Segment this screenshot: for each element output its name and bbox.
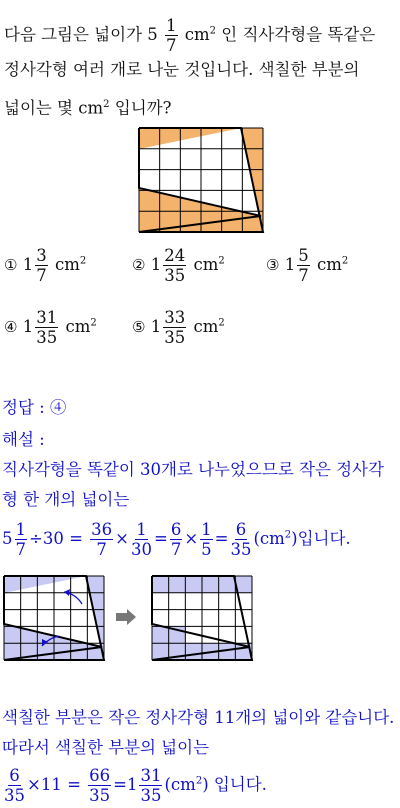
choice-whole: 1 (284, 255, 296, 274)
calc-fraction (90, 520, 113, 559)
question-text: 다음 그림은 넓이가 5 (4, 25, 158, 44)
unit: cm (184, 25, 210, 44)
choice-marker: ③ (266, 256, 280, 274)
choice-5[interactable] (132, 308, 225, 347)
fraction-denominator: 5 (201, 540, 212, 559)
unit: cm (78, 98, 104, 118)
fraction-denominator: 7 (36, 266, 47, 285)
fraction-numerator: 66 (89, 766, 111, 785)
calc-fraction (230, 520, 251, 559)
fraction-denominator: 35 (36, 328, 58, 347)
fraction-denominator: 35 (4, 786, 25, 805)
unit: cm (54, 255, 80, 274)
choice-fraction (163, 308, 186, 347)
calc-equation (2, 520, 351, 559)
explanation-figure-after (152, 576, 252, 660)
fraction-numerator: 6 (235, 520, 247, 539)
choice-marker: ② (132, 256, 146, 274)
fraction-denominator: 7 (166, 36, 177, 55)
calc-tail: )입니다. (291, 529, 351, 548)
final-unit: (cm (164, 775, 196, 794)
fraction-numerator: 1 (15, 520, 26, 539)
fraction-denominator: 7 (96, 540, 107, 559)
choice-marker: ④ (4, 318, 18, 336)
choice-whole: 1 (22, 255, 34, 274)
fraction-numerator: 6 (9, 766, 20, 785)
fraction-denominator: 7 (15, 540, 26, 559)
fraction-numerator: 1 (201, 520, 212, 539)
unit: cm (65, 317, 91, 336)
fraction-numerator: 3 (36, 246, 47, 265)
question-line-1 (4, 16, 375, 55)
unit-exponent: 2 (79, 255, 87, 267)
fraction-denominator: 35 (89, 786, 111, 805)
arrowhead-icon (64, 589, 70, 596)
choice-whole: 1 (22, 317, 34, 336)
explanation-figure-before (4, 576, 104, 660)
unit: cm (193, 255, 219, 274)
calc-unit: (cm (253, 529, 285, 548)
choice-2[interactable] (132, 246, 225, 285)
calc-operator: ÷30 = (29, 529, 83, 548)
final-equation (2, 766, 267, 805)
unit-exponent: 2 (195, 775, 203, 787)
choice-fraction (35, 246, 48, 285)
final-operator: =1 (113, 775, 138, 794)
question-text: 입니까? (114, 98, 172, 118)
final-fraction (4, 766, 25, 805)
explanation-line-2: 형 한 개의 넓이는 (2, 490, 130, 509)
fraction-numerator: 31 (140, 766, 162, 785)
choice-fraction (163, 246, 186, 285)
fraction-denominator: 35 (164, 328, 186, 347)
fraction-numerator: 24 (164, 246, 186, 265)
unit-exponent: 2 (209, 25, 217, 37)
unit-exponent: 2 (218, 317, 225, 329)
fraction-denominator: 35 (230, 540, 252, 559)
question-text: 넓이는 몇 (4, 98, 74, 118)
fraction-numerator: 1 (136, 520, 147, 539)
unit-exponent: 2 (341, 255, 349, 267)
fraction-numerator: 5 (298, 246, 309, 265)
fraction-numerator: 31 (36, 308, 58, 327)
fraction-numerator: 36 (91, 520, 113, 539)
final-tail: ) 입니다. (202, 775, 267, 794)
calc-operator: = (153, 529, 168, 548)
fraction-denominator: 35 (140, 786, 162, 805)
fraction-denominator: 30 (130, 540, 152, 559)
final-fraction (139, 766, 162, 805)
final-operator: ×11 = (27, 775, 81, 794)
calc-fraction (15, 520, 28, 559)
explanation-line-3: 색칠한 부분은 작은 정사각형 11개의 넓이와 같습니다. (2, 708, 395, 727)
calc-whole: 5 (2, 529, 13, 548)
choice-fraction (297, 246, 310, 285)
choice-whole: 1 (150, 255, 162, 274)
explanation-label: 해설 : (2, 430, 45, 449)
fraction-numerator: 33 (164, 308, 186, 327)
fraction-denominator: 7 (298, 266, 309, 285)
question-figure (139, 128, 263, 232)
unit-exponent: 2 (218, 255, 225, 267)
fraction-denominator: 7 (170, 540, 182, 559)
unit-exponent: 2 (90, 317, 97, 329)
final-fraction (88, 766, 111, 805)
calc-operator: = (214, 529, 229, 548)
fraction-numerator: 6 (170, 520, 182, 539)
calc-fraction (131, 520, 152, 559)
unit: cm (193, 317, 219, 336)
calc-operator: × (184, 529, 199, 548)
choice-marker: ① (4, 256, 18, 274)
fraction-denominator: 35 (164, 266, 186, 285)
question-fraction (165, 16, 178, 55)
fraction-numerator: 1 (166, 16, 177, 35)
unit: cm (316, 255, 342, 274)
unit-exponent: 2 (103, 99, 110, 110)
shaded-region (4, 576, 86, 593)
shaded-region (139, 128, 241, 149)
answer-label: 정답 : ④ (2, 398, 67, 417)
question-line-3 (4, 95, 171, 119)
choice-1[interactable] (4, 246, 86, 285)
calc-fraction (170, 520, 183, 559)
calc-operator: × (115, 529, 129, 548)
question-text: 인 직사각형을 똑같은 (221, 25, 376, 44)
choice-whole: 1 (150, 317, 162, 336)
calc-fraction (200, 520, 213, 559)
choice-4[interactable] (4, 308, 97, 347)
explanation-line-4: 따라서 색칠한 부분의 넓이는 (2, 738, 210, 757)
choice-3[interactable] (266, 246, 348, 285)
right-arrow-icon (116, 609, 138, 625)
choice-marker: ⑤ (132, 318, 146, 336)
choice-fraction (35, 308, 58, 347)
unit-exponent: 2 (284, 529, 292, 541)
question-line-2: 정사각형 여러 개로 나눈 것입니다. 색칠한 부분의 (4, 60, 360, 79)
explanation-line-1: 직사각형을 똑같이 30개로 나누었으므로 작은 정사각 (2, 460, 384, 479)
